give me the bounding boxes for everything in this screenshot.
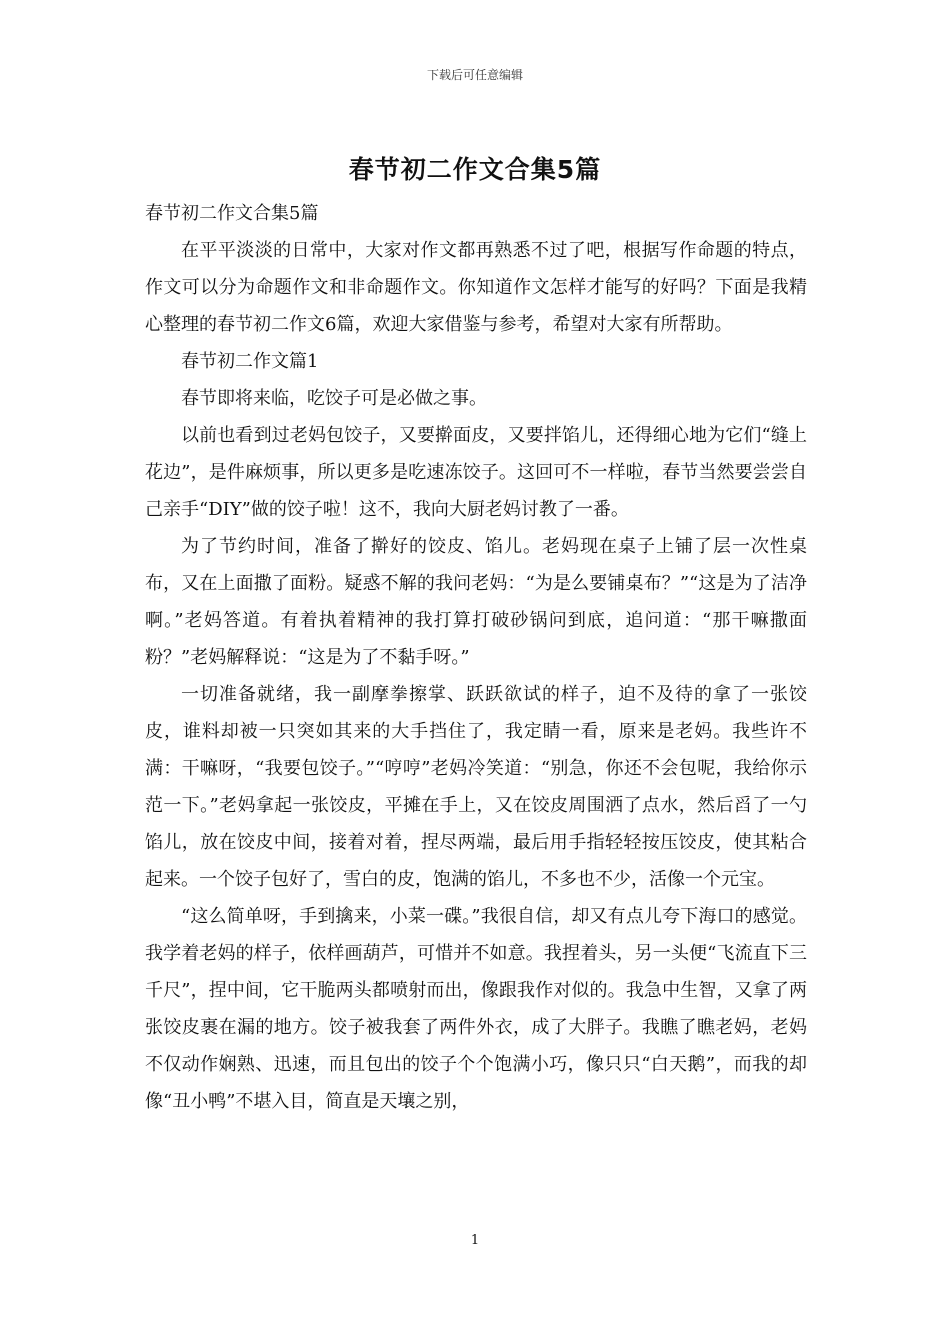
document-title: 春节初二作文合集5篇 (348, 155, 602, 184)
paragraph: 以前也看到过老妈包饺子，又要擀面皮，又要拌馅儿，还得细心地为它们“缝上花边”，是件麻烦事，所以更多是吃速冻饺子。这回可不一样啦，春节当然要尝尝自己亲手“DIY”做的饺子啦！这不，我向大厨老妈讨教了一番。 (145, 425, 807, 520)
page-number: 1 (470, 1233, 480, 1248)
document-body (145, 195, 807, 1120)
document-subtitle: 春节初二作文合集5篇 (145, 203, 319, 224)
page-header-note: 下载后可任意编辑 (426, 68, 523, 82)
paragraph: 春节即将来临，吃饺子可是必做之事。 (181, 388, 487, 409)
paragraph: 一切准备就绪，我一副摩拳擦掌、跃跃欲试的样子，迫不及待的拿了一张饺皮，谁料却被一只突如其来的大手挡住了，我定睛一看，原来是老妈。我些许不满：干嘛呀，“我要包饺子。”“哼哼”老妈冷笑道：“别急，你还不会包呢，我给你示范一下。”老妈拿起一张饺皮，平摊在手上，又在饺皮周围洒了点水，然后舀了一勺馅儿，放在饺皮中间，接着对着，捏尽两端，最后用手指轻轻按压饺皮，使其粘合起来。一个饺子包好了，雪白的皮，饱满的馅儿，不多也不少，活像一个元宝。 (145, 684, 807, 890)
section-heading: 春节初二作文篇1 (181, 351, 319, 372)
paragraph-intro: 在平平淡淡的日常中，大家对作文都再熟悉不过了吧，根据写作命题的特点，作文可以分为命题作文和非命题作文。你知道作文怎样才能写的好吗？下面是我精心整理的春节初二作文6篇，欢迎大家借鉴与参考，希望对大家有所帮助。 (145, 240, 807, 335)
paragraph: 为了节约时间，准备了擀好的饺皮、馅儿。老妈现在桌子上铺了层一次性桌布，又在上面撒了面粉。疑惑不解的我问老妈：“为是么要铺桌布？”“这是为了洁净啊。”老妈答道。有着执着精神的我打算打破砂锅问到底，追问道：“那干嘛撒面粉？”老妈解释说：“这是为了不黏手呀。” (145, 536, 807, 668)
paragraph: “这么简单呀，手到擒来，小菜一碟。”我很自信，却又有点儿夸下海口的感觉。我学着老妈的样子，依样画葫芦，可惜并不如意。我捏着头，另一头便“飞流直下三千尺”，捏中间，它干脆两头都喷射而出，像跟我作对似的。我急中生智，又拿了两张饺皮裹在漏的地方。饺子被我套了两件外衣，成了大胖子。我瞧了瞧老妈，老妈不仅动作娴熟、迅速，而且包出的饺子个个饱满小巧，像只只“白天鹅”，而我的却像“丑小鸭”不堪入目，简直是天壤之别， (145, 906, 807, 1112)
